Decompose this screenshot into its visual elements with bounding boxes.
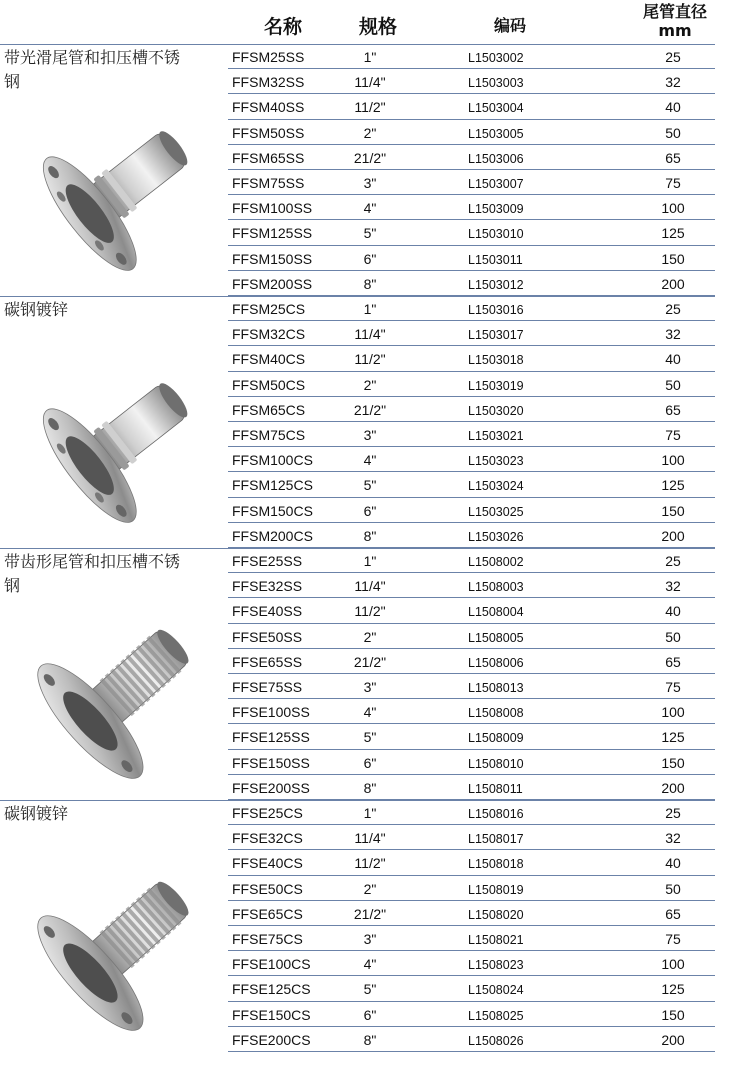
- cell-code: L1508008: [468, 706, 524, 721]
- table-row: [0, 321, 740, 346]
- cell-spec: 11/4": [354, 326, 386, 343]
- table-row: [0, 472, 740, 497]
- cell-name: FFSM65SS: [232, 149, 305, 166]
- cell-code: L1503019: [468, 378, 524, 393]
- cell-spec: 4": [363, 704, 377, 721]
- cell-diameter: 125: [661, 225, 685, 242]
- cell-diameter: 200: [661, 779, 685, 796]
- cell-name: FFSE150CS: [232, 1006, 311, 1023]
- cell-code: L1503009: [468, 202, 524, 217]
- table-row: [0, 649, 740, 674]
- cell-diameter: 25: [665, 301, 681, 317]
- cell-name: FFSE25SS: [232, 553, 303, 569]
- cell-diameter: 65: [665, 149, 681, 166]
- header-code: 编码: [493, 16, 526, 35]
- cell-code: L1508009: [468, 731, 524, 746]
- cell-diameter: 32: [665, 326, 681, 343]
- cell-name: FFSM150SS: [232, 250, 313, 267]
- cell-diameter: 125: [661, 477, 685, 494]
- cell-spec: 3": [363, 931, 377, 947]
- table-row: [0, 573, 740, 598]
- cell-diameter: 40: [665, 99, 681, 116]
- cell-diameter: 40: [665, 855, 681, 872]
- cell-name: FFSM40SS: [232, 99, 305, 116]
- cell-diameter: 125: [661, 981, 685, 998]
- cell-name: FFSE100SS: [232, 704, 310, 721]
- table-row: [0, 926, 740, 951]
- cell-code: L1508003: [468, 580, 524, 595]
- cell-diameter: 150: [661, 1006, 685, 1023]
- cell-name: FFSM75CS: [232, 427, 306, 443]
- product-section: [0, 548, 740, 800]
- cell-spec: 6": [363, 502, 377, 519]
- cell-name: FFSE200SS: [232, 779, 310, 796]
- table-row: [0, 296, 740, 321]
- cell-spec: 4": [363, 956, 377, 973]
- cell-code: L1503011: [468, 252, 523, 267]
- cell-spec: 11/2": [354, 855, 386, 872]
- cell-code: L1508017: [468, 832, 524, 847]
- cell-spec: 2": [363, 376, 377, 393]
- cell-code: L1503006: [468, 151, 524, 166]
- cell-name: FFSE32SS: [232, 578, 303, 595]
- cell-name: FFSE150SS: [232, 754, 310, 771]
- cell-name: FFSE25CS: [232, 805, 303, 821]
- cell-spec: 8": [363, 275, 377, 292]
- cell-spec: 8": [363, 527, 377, 544]
- cell-diameter: 65: [665, 905, 681, 922]
- cell-spec: 11/4": [354, 74, 386, 91]
- table-row: [0, 624, 740, 649]
- cell-spec: 5": [363, 225, 377, 242]
- table-row: [0, 951, 740, 976]
- table-row: [0, 195, 740, 220]
- cell-code: L1508002: [468, 555, 524, 569]
- cell-spec: 3": [363, 427, 377, 443]
- cell-spec: 8": [363, 1031, 377, 1048]
- table-row: [0, 145, 740, 170]
- table-row: [0, 397, 740, 422]
- cell-name: FFSM75SS: [232, 175, 305, 191]
- cell-diameter: 200: [661, 275, 685, 292]
- cell-spec: 1": [363, 301, 377, 317]
- cell-code: L1508021: [468, 933, 524, 947]
- table-row: [0, 422, 740, 447]
- cell-spec: 6": [363, 754, 377, 771]
- cell-name: FFSE75CS: [232, 931, 303, 947]
- table-row: [0, 271, 740, 296]
- cell-name: FFSE65CS: [232, 905, 303, 922]
- table-row: [0, 69, 740, 94]
- cell-diameter: 32: [665, 830, 681, 847]
- cell-diameter: 40: [665, 603, 681, 620]
- cell-code: L1508004: [468, 605, 524, 620]
- cell-code: L1503005: [468, 126, 524, 141]
- cell-spec: 21/2": [353, 401, 387, 418]
- table-row: [0, 976, 740, 1001]
- cell-diameter: 100: [661, 452, 685, 469]
- cell-code: L1503016: [468, 303, 524, 317]
- cell-diameter: 100: [661, 956, 685, 973]
- cell-name: FFSE50SS: [232, 628, 303, 645]
- cell-name: FFSM100SS: [232, 200, 313, 217]
- table-row: [0, 1002, 740, 1027]
- cell-diameter: 50: [665, 124, 681, 141]
- cell-code: L1508026: [468, 1033, 524, 1048]
- cell-name: FFSM32SS: [232, 74, 305, 91]
- cell-name: FFSE100CS: [232, 956, 311, 973]
- cell-code: L1508011: [468, 781, 523, 796]
- section-label: 带光滑尾管和扣压槽不锈钢: [4, 48, 181, 91]
- table-row: [0, 598, 740, 623]
- cell-code: L1508023: [468, 958, 524, 973]
- cell-name: FFSM65CS: [232, 401, 306, 418]
- cell-code: L1508025: [468, 1008, 524, 1023]
- table-row: [0, 750, 740, 775]
- cell-spec: 3": [363, 679, 377, 695]
- cell-spec: 5": [363, 477, 377, 494]
- cell-diameter: 32: [665, 74, 681, 91]
- cell-code: L1503020: [468, 403, 524, 418]
- cell-spec: 1": [363, 49, 377, 65]
- cell-code: L1503004: [468, 101, 524, 116]
- product-section: [0, 296, 740, 548]
- cell-diameter: 75: [665, 931, 681, 947]
- cell-diameter: 50: [665, 628, 681, 645]
- cell-spec: 1": [363, 805, 377, 821]
- cell-diameter: 150: [661, 502, 685, 519]
- cell-name: FFSM25CS: [232, 301, 306, 317]
- cell-diameter: 25: [665, 553, 681, 569]
- cell-diameter: 50: [665, 880, 681, 897]
- table-row: [0, 447, 740, 472]
- cell-diameter: 40: [665, 351, 681, 368]
- table-row: [0, 1027, 740, 1052]
- cell-code: L1503012: [468, 277, 524, 292]
- cell-code: L1503026: [468, 529, 524, 544]
- table-row: [0, 901, 740, 926]
- table-row: [0, 548, 740, 573]
- cell-diameter: 75: [665, 427, 681, 443]
- table-row: [0, 699, 740, 724]
- cell-code: L1503017: [468, 328, 524, 343]
- cell-name: FFSM150CS: [232, 502, 313, 519]
- table-row: [0, 825, 740, 850]
- cell-name: FFSM125CS: [232, 477, 313, 494]
- cell-name: FFSE125CS: [232, 981, 311, 998]
- cell-code: L1503007: [468, 177, 524, 191]
- cell-code: L1503010: [468, 227, 524, 242]
- cell-code: L1503024: [468, 479, 524, 494]
- cell-name: FFSM125SS: [232, 225, 313, 242]
- header-diameter-label: 尾管直径: [642, 2, 707, 21]
- cell-spec: 2": [363, 880, 377, 897]
- cell-spec: 21/2": [353, 653, 387, 670]
- cell-name: FFSM40CS: [232, 351, 306, 368]
- cell-spec: 21/2": [353, 149, 387, 166]
- cell-name: FFSM50SS: [232, 124, 305, 141]
- cell-spec: 2": [363, 628, 377, 645]
- cell-code: L1503002: [468, 51, 524, 65]
- table-row: [0, 498, 740, 523]
- table-row: [0, 120, 740, 145]
- cell-diameter: 50: [665, 376, 681, 393]
- cell-diameter: 25: [665, 49, 681, 65]
- cell-diameter: 200: [661, 527, 685, 544]
- cell-spec: 11/2": [354, 603, 386, 620]
- cell-name: FFSM200SS: [232, 275, 313, 292]
- cell-spec: 11/2": [354, 99, 386, 116]
- cell-diameter: 125: [661, 729, 685, 746]
- cell-diameter: 65: [665, 401, 681, 418]
- cell-name: FFSM100CS: [232, 452, 313, 469]
- cell-diameter: 65: [665, 653, 681, 670]
- cell-name: FFSM25SS: [232, 49, 305, 65]
- cell-code: L1508024: [468, 983, 524, 998]
- cell-name: FFSM32CS: [232, 326, 306, 343]
- cell-code: L1508010: [468, 756, 524, 771]
- table-row: [0, 724, 740, 749]
- cell-name: FFSE125SS: [232, 729, 310, 746]
- table-row: [0, 850, 740, 875]
- cell-diameter: 100: [661, 704, 685, 721]
- cell-code: L1503023: [468, 454, 524, 469]
- cell-spec: 6": [363, 1006, 377, 1023]
- cell-diameter: 200: [661, 1031, 685, 1048]
- cell-name: FFSM50CS: [232, 376, 306, 393]
- cell-code: L1503018: [468, 353, 524, 368]
- table-row: [0, 775, 740, 800]
- cell-name: FFSE50CS: [232, 880, 303, 897]
- cell-name: FFSE40CS: [232, 855, 303, 872]
- section-label: 碳钢镀锌: [4, 804, 69, 823]
- table-row: [0, 346, 740, 371]
- product-section: [0, 44, 740, 296]
- cell-diameter: 75: [665, 175, 681, 191]
- header-diameter-unit: mm: [658, 21, 692, 40]
- cell-spec: 2": [363, 124, 377, 141]
- table-row: [0, 44, 740, 69]
- cell-diameter: 150: [661, 250, 685, 267]
- cell-diameter: 150: [661, 754, 685, 771]
- cell-spec: 21/2": [353, 905, 387, 922]
- section-label: 碳钢镀锌: [4, 300, 69, 319]
- header-name: 名称: [263, 16, 302, 38]
- table-row: [0, 674, 740, 699]
- cell-spec: 3": [363, 175, 377, 191]
- table-row: [0, 800, 740, 825]
- table-row: [0, 246, 740, 271]
- cell-diameter: 75: [665, 679, 681, 695]
- product-section: [0, 800, 740, 1052]
- header-diameter: [600, 2, 740, 40]
- section-label: 带齿形尾管和扣压槽不锈钢: [4, 552, 181, 595]
- cell-code: L1508006: [468, 655, 524, 670]
- table-row: [0, 372, 740, 397]
- cell-spec: 5": [363, 729, 377, 746]
- cell-spec: 11/4": [354, 578, 386, 595]
- cell-code: L1508019: [468, 882, 524, 897]
- cell-code: L1503003: [468, 76, 524, 91]
- table-row: [0, 220, 740, 245]
- cell-code: L1508016: [468, 807, 524, 821]
- cell-name: FFSE40SS: [232, 603, 303, 620]
- table-header: [0, 0, 740, 44]
- cell-spec: 11/4": [354, 830, 386, 847]
- cell-name: FFSE65SS: [232, 653, 303, 670]
- table-row: [0, 170, 740, 195]
- cell-diameter: 32: [665, 578, 681, 595]
- table-row: [0, 94, 740, 119]
- cell-spec: 1": [363, 553, 377, 569]
- cell-spec: 4": [363, 200, 377, 217]
- header-spec: 规格: [358, 16, 397, 38]
- table-row: [0, 523, 740, 548]
- cell-code: L1503025: [468, 504, 524, 519]
- cell-spec: 4": [363, 452, 377, 469]
- cell-name: FFSE200CS: [232, 1031, 311, 1048]
- cell-spec: 8": [363, 779, 377, 796]
- cell-spec: 11/2": [354, 351, 386, 368]
- cell-code: L1508005: [468, 630, 524, 645]
- cell-spec: 5": [363, 981, 377, 998]
- cell-diameter: 25: [665, 805, 681, 821]
- table-row: [0, 876, 740, 901]
- cell-name: FFSE32CS: [232, 830, 303, 847]
- cell-name: FFSM200CS: [232, 527, 313, 544]
- row-divider: [228, 1051, 715, 1052]
- cell-diameter: 100: [661, 200, 685, 217]
- cell-code: L1508013: [468, 681, 524, 695]
- cell-spec: 6": [363, 250, 377, 267]
- cell-code: L1508020: [468, 907, 524, 922]
- cell-name: FFSE75SS: [232, 679, 303, 695]
- cell-code: L1503021: [468, 429, 524, 443]
- cell-code: L1508018: [468, 857, 524, 872]
